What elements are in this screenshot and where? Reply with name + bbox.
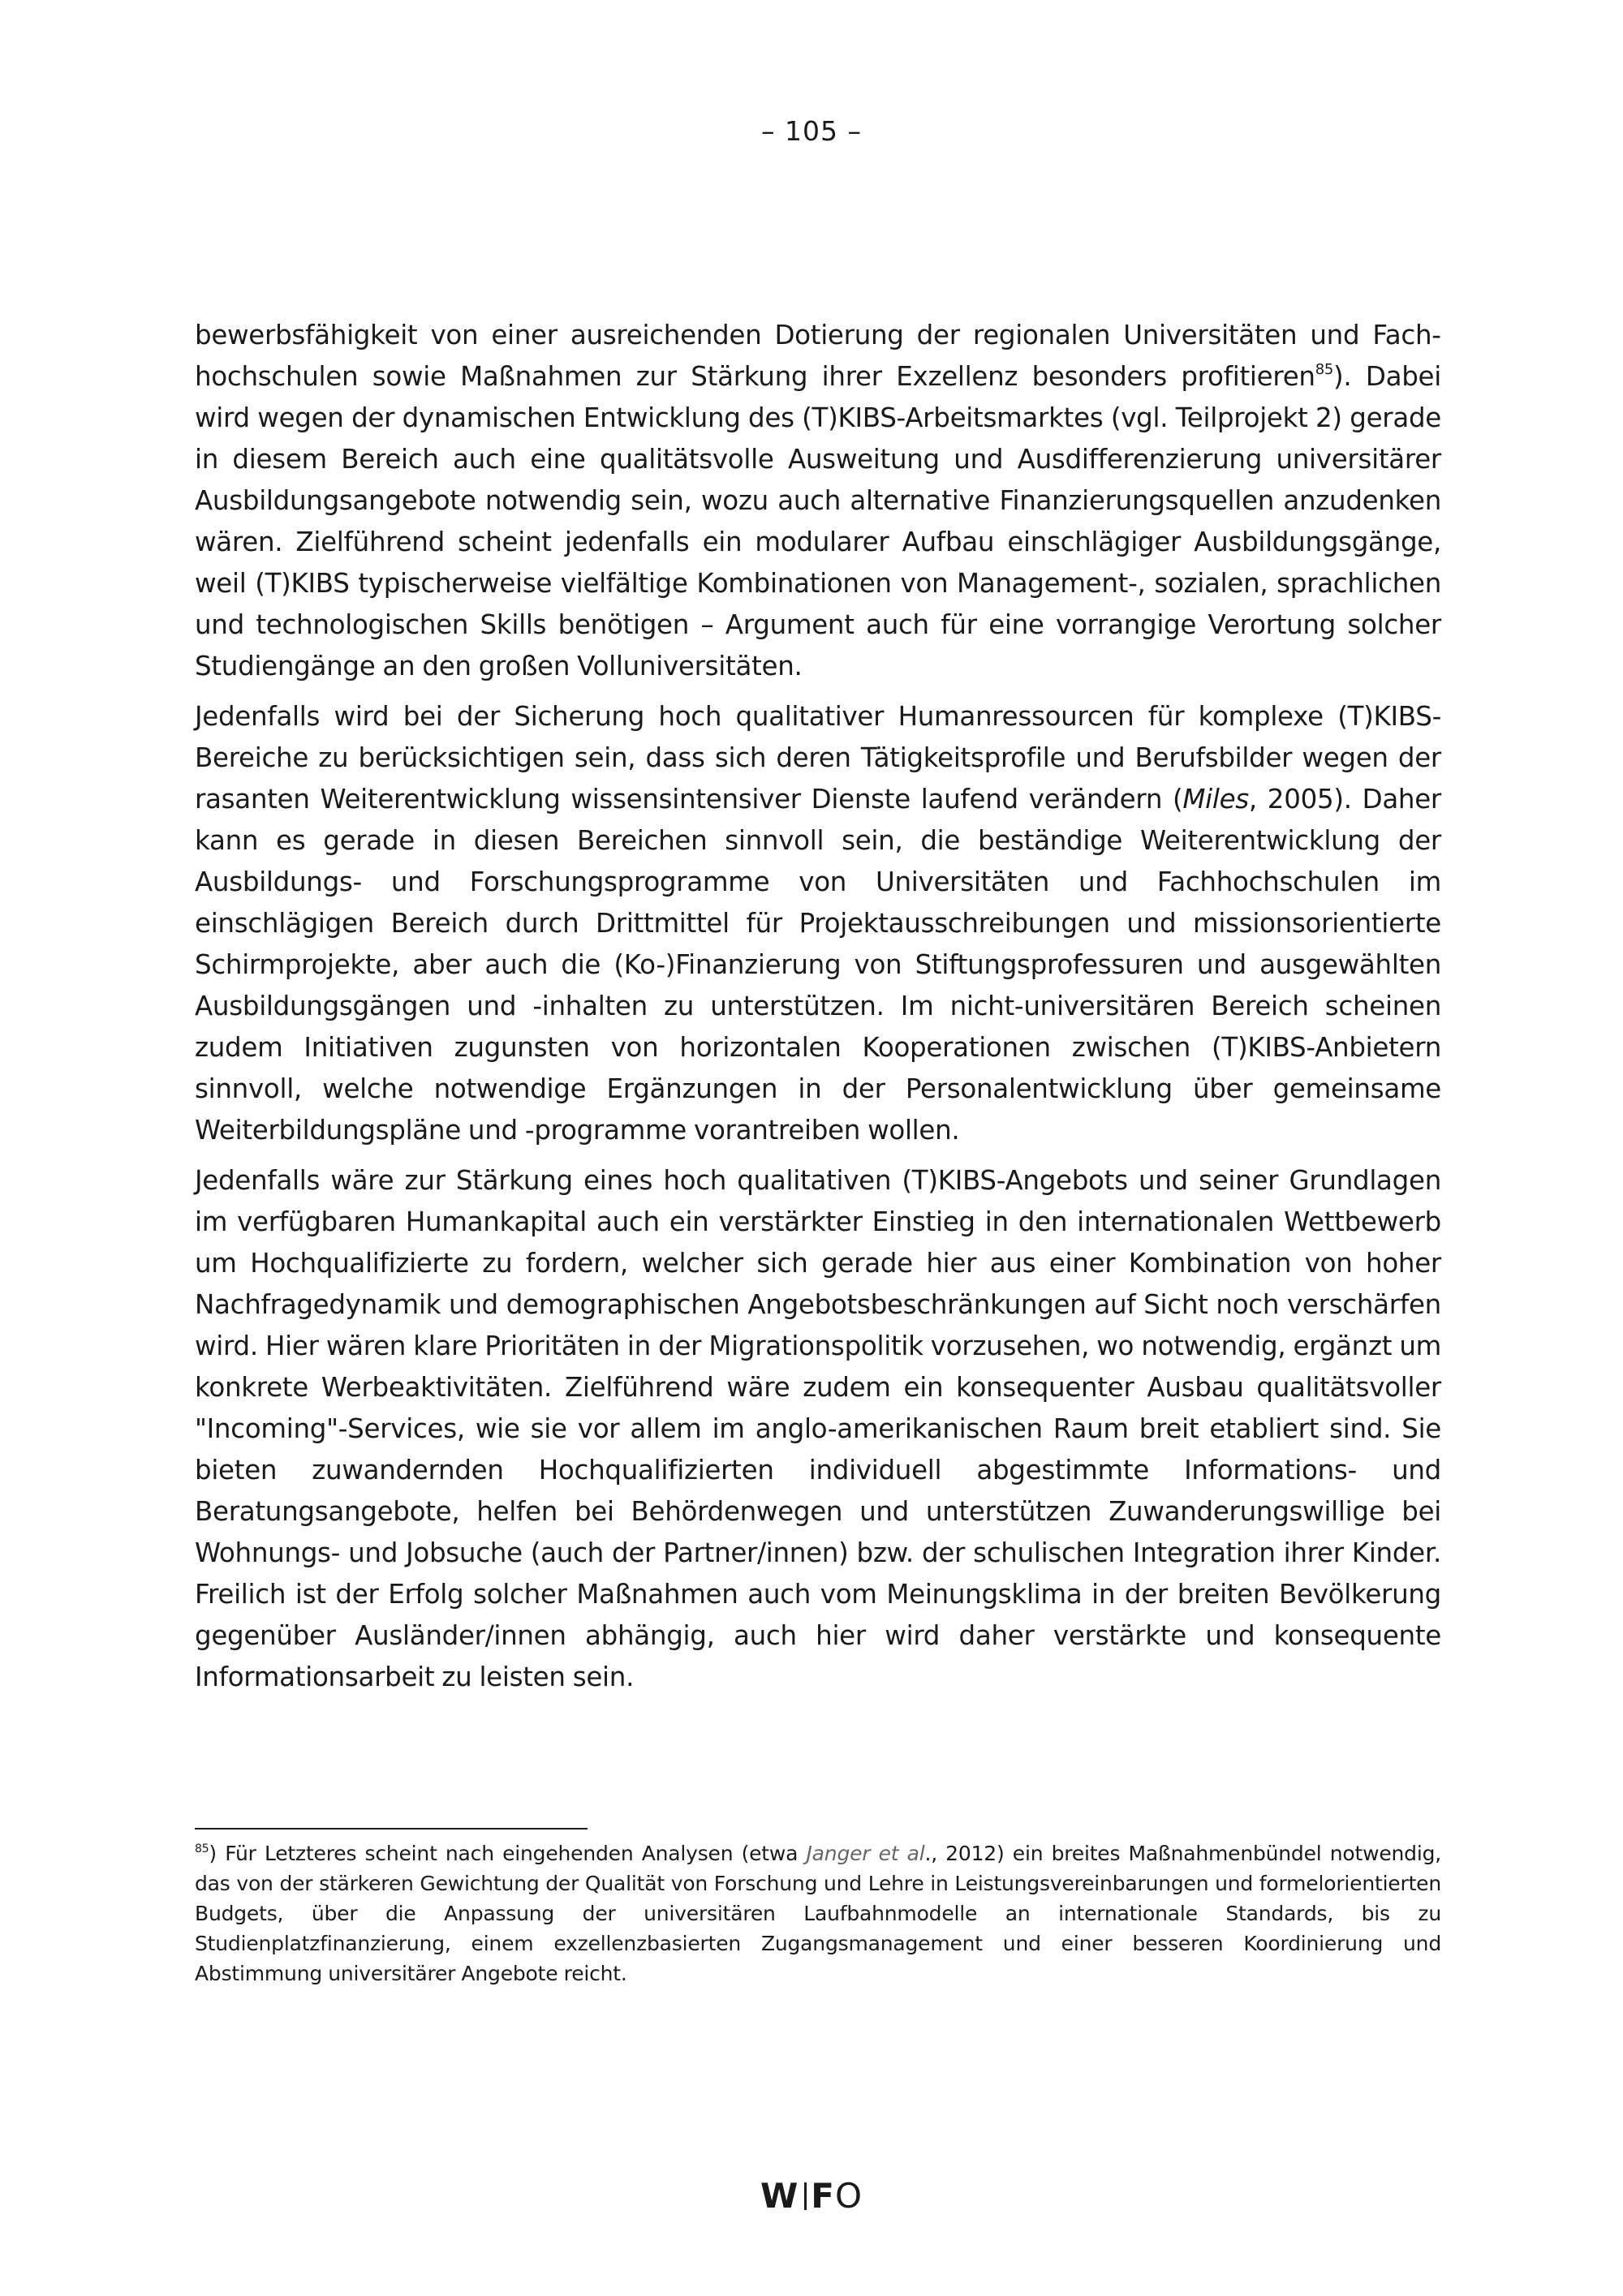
wifo-logo [0,2176,1623,2216]
paragraph-1-text-a: bewerbsfähigkeit von einer ausreichenden Dotierung der regionalen Universitäten und Fachhochschulen sowie Maßnahmen zur Stärkung ihrer Exzellenz besonders profitieren [195,320,1441,392]
logo-letter-o: O [834,2176,863,2216]
citation-author: Miles [1182,784,1249,815]
page-number: – 105 – [761,115,862,147]
logo-bar [804,2182,807,2210]
main-text [195,315,1441,1698]
paragraph-2-text-b: , 2005). Daher kann es gerade in diesen Bereichen sinnvoll sein, die beständige Weiterentwicklung der Ausbildungs- und Forschungsprogramme von Universitäten und Fachhochschulen im einschlägigen Bereich durch Drittmittel für Projektausschreibungen und missionsorientierte Schirmprojekte, aber auch die (Ko-)Finanzierung von Stiftungsprofessuren und ausgewählten Ausbildungsgängen und -inhalten zu unterstützen. Im nicht-universitären Bereich scheinen zudem Initiativen zugunsten von horizontalen Kooperationen zwischen (T)KIBS-Anbietern sinnvoll, welche notwendige Ergänzungen in der Personalentwicklung über gemeinsame Weiterbildungspläne und -programme vorantreiben wollen. [195,784,1441,1146]
paragraph-3: Jedenfalls wäre zur Stärkung eines hoch qualitativen (T)KIBS-Angebots und seiner Grundlagen im verfügbaren Humankapital auch ein verstärkter Einstieg in den internationalen Wettbewerb um Hochqualifizierte zu fordern, welcher sich gerade hier aus einer Kombination von hoher Nachfragedynamik und demographischen Angebotsbeschränkungen auf Sicht noch verschärfen wird. Hier wären klare Prioritäten in der Migrationspolitik vorzusehen, wo notwendig, ergänzt um konkrete Werbeaktivitäten. Zielführend wäre zudem ein konsequenter Ausbau qualitätsvoller "Incoming"-Services, wie sie vor allem im anglo-amerikanischen Raum breit etabliert sind. Sie bieten zuwandernden Hochqualifizierten individuell abgestimmte Informations- und Beratungsangebote, helfen bei Behördenwegen und unterstützen Zuwanderungswillige bei Wohnungs- und Jobsuche (auch der Partner/innen) bzw. der schulischen Integration ihrer Kinder. Freilich ist der Erfolg solcher Maßnahmen auch vom Meinungsklima in der breiten Bevölkerung gegenüber Ausländer/innen abhängig, auch hier wird daher verstärkte und konsequente Informationsarbeit zu leisten sein. [195,1165,1441,1692]
paragraph-1 [195,315,1441,687]
logo-letter-f: F [811,2176,835,2216]
footnote-text-a: ) Für Letzteres scheint nach eingehenden Analysen (etwa [209,1842,807,1865]
paragraph-2 [195,696,1441,1151]
logo-letter-w: W [760,2176,799,2216]
footnote-marker: 85 [195,1842,209,1855]
paragraph-2-text-a: Jedenfalls wird bei der Sicherung hoch qualitativer Humanressourcen für komplexe (T)KIBS-Bereiche zu berücksichtigen sein, dass sich deren Tätigkeitsprofile und Berufsbilder wegen der rasanten Weiterentwicklung wissensintensiver Dienste laufend verändern ( [195,701,1441,815]
paragraph-1-text-b: ). Dabei wird wegen der dynamischen Entwicklung des (T)KIBS-Arbeitsmarktes (vgl. Teilprojekt 2) gerade in diesem Bereich auch eine qualitätsvolle Ausweitung und Ausdifferenzierung universitärer Ausbildungsangebote notwendig sein, wozu auch alternative Finanzierungsquellen anzudenken wären. Zielführend scheint jedenfalls ein modularer Aufbau einschlägiger Ausbildungsgänge, weil (T)KIBS typischerweise vielfältige Kombinationen von Management-, sozialen, sprachlichen und technologischen Skills benötigen – Argument auch für eine vorrangige Verortung solcher Studiengänge an den großen Volluniversitäten. [195,361,1441,681]
footnote-text-b: ., 2012) ein breites Maßnahmenbündel notwendig, das von der stärkeren Gewichtung der Qualität von Forschung und Lehre in Leistungsvereinbarungen und formelorientierten Budgets, über die Anpassung der universitären Laufbahnmodelle an internationale Standards, bis zu Studienplatzfinanzierung, einem exzellenzbasierten Zugangsmanagement und einer besseren Koordinierung und Abstimmung universitärer Angebote reicht. [195,1842,1441,1985]
footnote [195,1838,1441,1989]
footnote-reference[interactable]: 85 [1315,361,1333,378]
footnote-citation-author: Janger et al [806,1842,925,1865]
footnote-divider [195,1828,588,1829]
